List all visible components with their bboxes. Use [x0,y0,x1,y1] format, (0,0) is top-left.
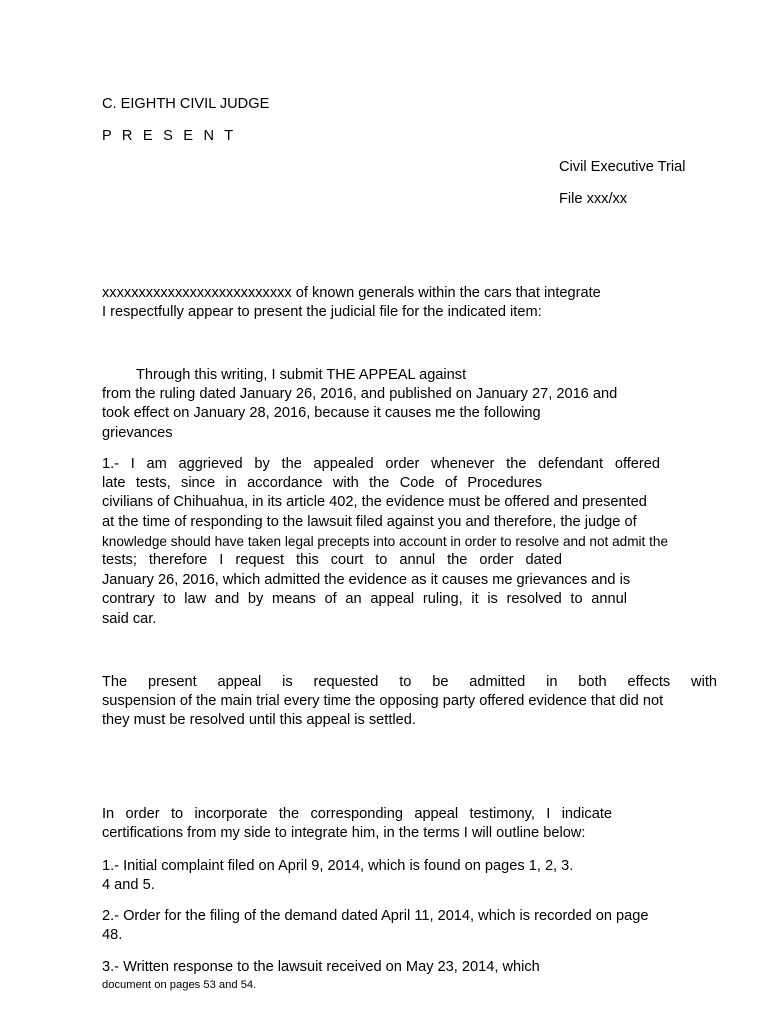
grievance-line-9: said car. [102,611,157,627]
item-1-line-1: 1.- Initial complaint filed on April 9, 2014, which is found on pages 1, 2, 3. [102,858,574,874]
intro-line-1: xxxxxxxxxxxxxxxxxxxxxxxxxx of known generals within the cars that integrate [102,285,601,301]
testimony-line-2: certifications from my side to integrate him, in the terms I will outline below: [102,825,586,841]
effects-line-1: The present appeal is requested to be admitted in both effects with [102,674,717,690]
item-2-line-2: 48. [102,927,123,943]
grievance-line-4: at the time of responding to the lawsuit filed against you and therefore, the judge of [102,514,637,530]
grievance-line-7: January 26, 2016, which admitted the evidence as it causes me grievances and is [102,572,631,588]
intro-line-2: I respectfully appear to present the judicial file for the indicated item: [102,304,542,320]
item-3-line-2: document on pages 53 and 54. [102,979,257,991]
effects-line-2: suspension of the main trial every time the opposing party offered evidence that did not [102,693,664,709]
grievance-line-2: late tests, since in accordance with the Code of Procedures [102,475,542,491]
item-2-line-1: 2.- Order for the filing of the demand dated April 11, 2014, which is recorded on page [102,908,649,924]
grievance-line-6: tests; therefore I request this court to annul the order dated [102,552,562,568]
grievance-line-5: knowledge should have taken legal precepts into account in order to resolve and not admit the [102,534,669,549]
effects-line-3: they must be resolved until this appeal is settled. [102,712,416,728]
appeal-line-4: grievances [102,425,173,441]
present-line: P R E S E N T [102,128,237,144]
testimony-line-1: In order to incorporate the corresponding appeal testimony, I indicate [102,806,612,822]
file-number: File xxx/xx [559,191,628,207]
grievance-line-1: 1.- I am aggrieved by the appealed order whenever the defendant offered [102,456,660,472]
trial-type: Civil Executive Trial [559,159,686,175]
appeal-line-1: Through this writing, I submit THE APPEAL against [136,367,467,383]
item-3-line-1: 3.- Written response to the lawsuit received on May 23, 2014, which [102,959,540,975]
appeal-line-3: took effect on January 28, 2016, because it causes me the following [102,405,541,421]
grievance-line-8: contrary to law and by means of an appeal ruling, it is resolved to annul [102,591,627,607]
grievance-line-3: civilians of Chihuahua, in its article 402, the evidence must be offered and presented [102,494,647,510]
item-1-line-2: 4 and 5. [102,877,155,893]
addressee-line: C. EIGHTH CIVIL JUDGE [102,96,270,112]
appeal-line-2: from the ruling dated January 26, 2016, and published on January 27, 2016 and [102,386,618,402]
